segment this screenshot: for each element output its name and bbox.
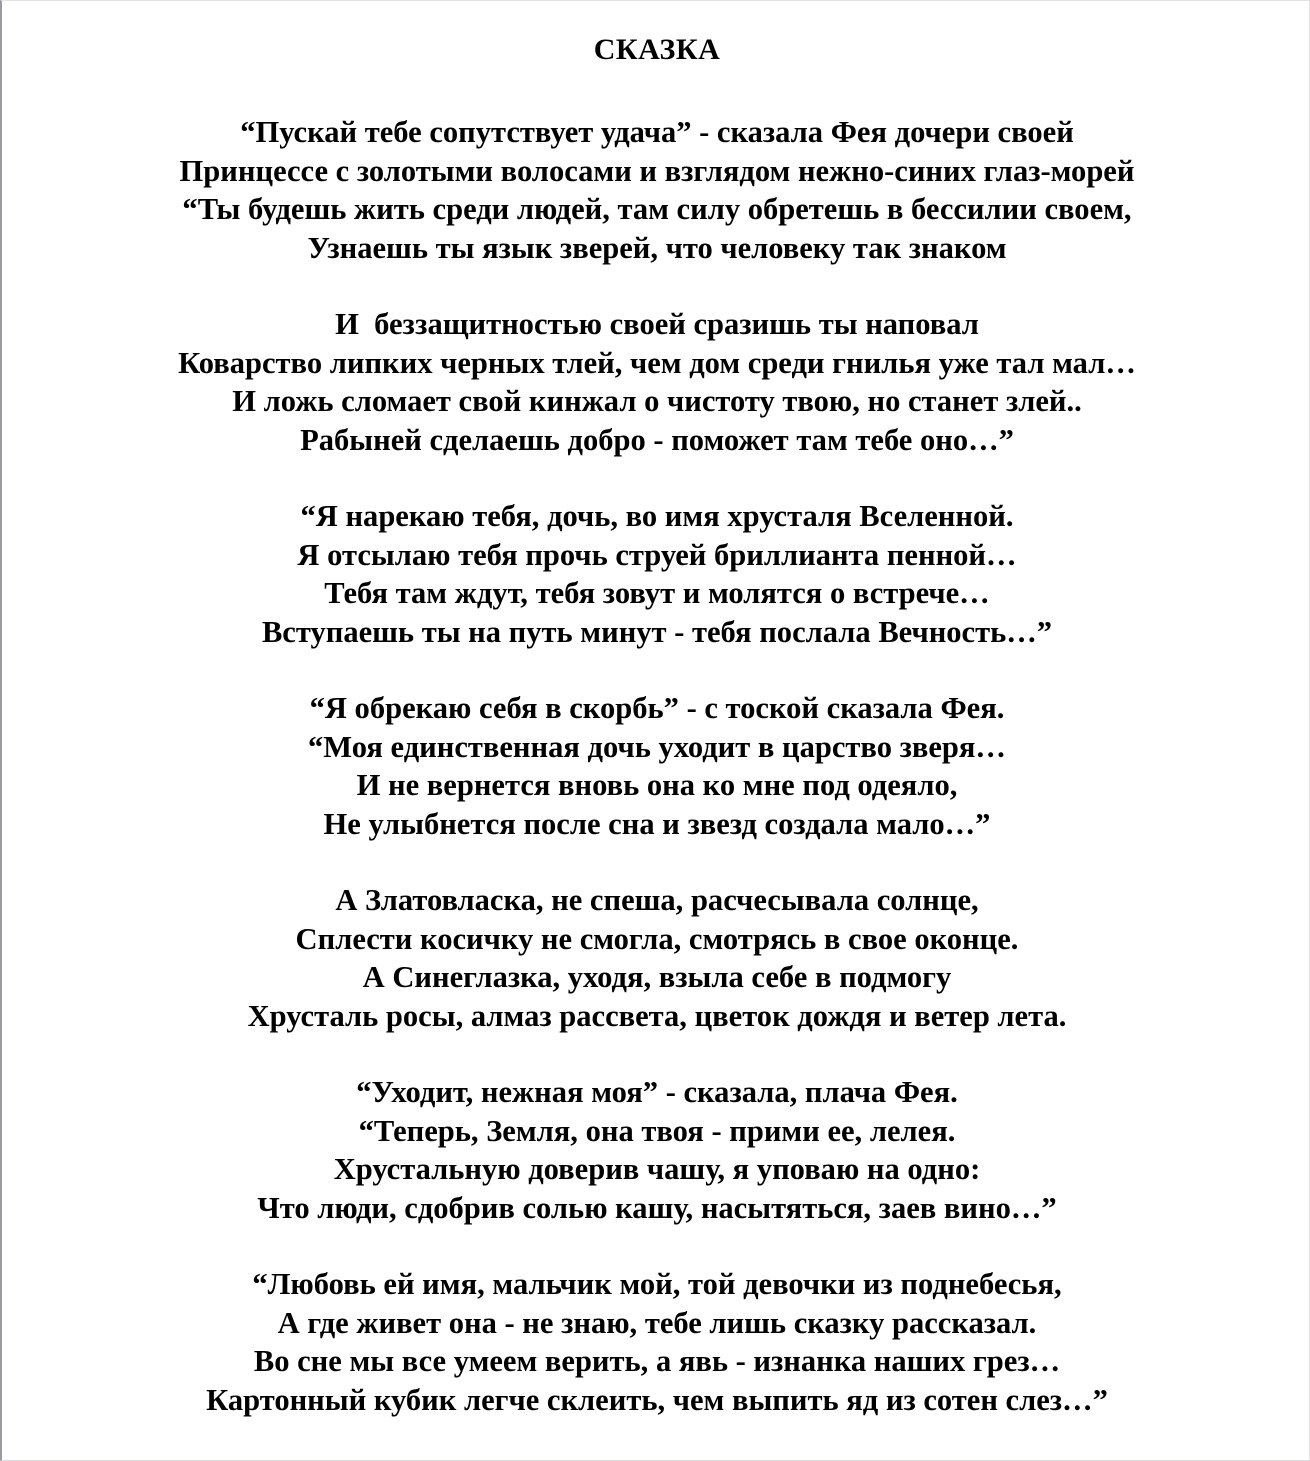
poem-line: А где живет она - не знаю, тебе лишь сказку рассказал. [277,1304,1037,1340]
poem-line: Узнаешь ты язык зверей, что человеку так знаком [307,229,1007,265]
poem-line: “Любовь ей имя, мальчик мой, той девочки из поднебесья, [252,1266,1062,1301]
poem-line: Не улыбнется после сна и звезд создала мало…” [323,805,991,841]
stanza [2,689,1310,843]
poem-line: Вступаешь ты на путь минут - тебя послала Вечность…” [261,613,1053,649]
stanza-gap [2,1035,1310,1073]
poem-line: “Ты будешь жить среди людей, там силу обретешь в бессилии своем, [182,191,1132,226]
stanza [2,1265,1310,1419]
poem-line: Сплести косичку не смогла, смотрясь в свое оконце. [295,920,1019,956]
stanza [2,305,1310,459]
poem-line: “Моя единственная дочь уходит в царство зверя… [308,728,1006,764]
poem-line: “Уходит, нежная моя” - сказала, плача Фея. [356,1074,958,1109]
poem-line: И беззащитностью своей сразишь ты наповал [335,306,979,341]
poem-line: А Синеглазка, уходя, взыла себе в подмогу [362,959,952,994]
page-title: СКАЗКА [593,33,721,66]
poem-line: Хрусталь росы, алмаз рассвета, цветок дождя и ветер лета. [247,997,1067,1033]
poem-line: Хрустальную доверив чашу, я уповаю на одно: [333,1151,981,1186]
stanza [2,881,1310,1035]
stanza-gap [2,267,1310,305]
poem-line: Я отсылаю тебя прочь струей бриллианта пенной… [297,536,1017,572]
poem-line: И ложь сломает свой кинжал о чистоту твою, но станет злей.. [232,383,1082,418]
stanza-gap [2,1227,1310,1265]
stanza-gap [2,843,1310,881]
stanza [2,497,1310,651]
poem-line: Тебя там ждут, тебя зовут и молятся о встрече… [324,575,990,610]
poem-body [2,1,1310,1419]
stanza-gap [2,651,1310,689]
spacer-line [2,75,1310,113]
poem-line: “Я нарекаю тебя, дочь, во имя хрусталя Вселенной. [300,498,1014,533]
poem-line: “Пускай тебе сопутствует удача” - сказала Фея дочери своей [240,114,1074,149]
poem-line: “Теперь, Земля, она твоя - прими ее, лелея. [358,1112,956,1148]
stanza-list [2,113,1310,1419]
poem-line: Картонный кубик легче склеить, чем выпить яд из сотен слез…” [206,1381,1108,1417]
poem-line: И не вернется вновь она ко мне под одеяло, [356,767,958,802]
poem-line: Что люди, сдобрив солью кашу, насытяться, заев вино…” [257,1189,1057,1225]
poem-line: Коварство липких черных тлей, чем дом среди гнилья уже тал мал… [178,344,1136,380]
poem-line: Во сне мы все умеем верить, а явь - изнанка наших грез… [253,1343,1061,1378]
poem-line: А Златовласка, не спеша, расчесывала солнце, [335,882,979,917]
poem-line: Принцессе с золотыми волосами и взглядом нежно-синих глаз-морей [179,152,1135,188]
poem-line: Рабыней сделаешь добро - поможет там тебе оно…” [300,421,1014,457]
stanza [2,1073,1310,1227]
poem-line: “Я обрекаю себя в скорбь” - с тоской сказала Фея. [309,690,1005,725]
stanza [2,113,1310,267]
stanza-gap [2,459,1310,497]
